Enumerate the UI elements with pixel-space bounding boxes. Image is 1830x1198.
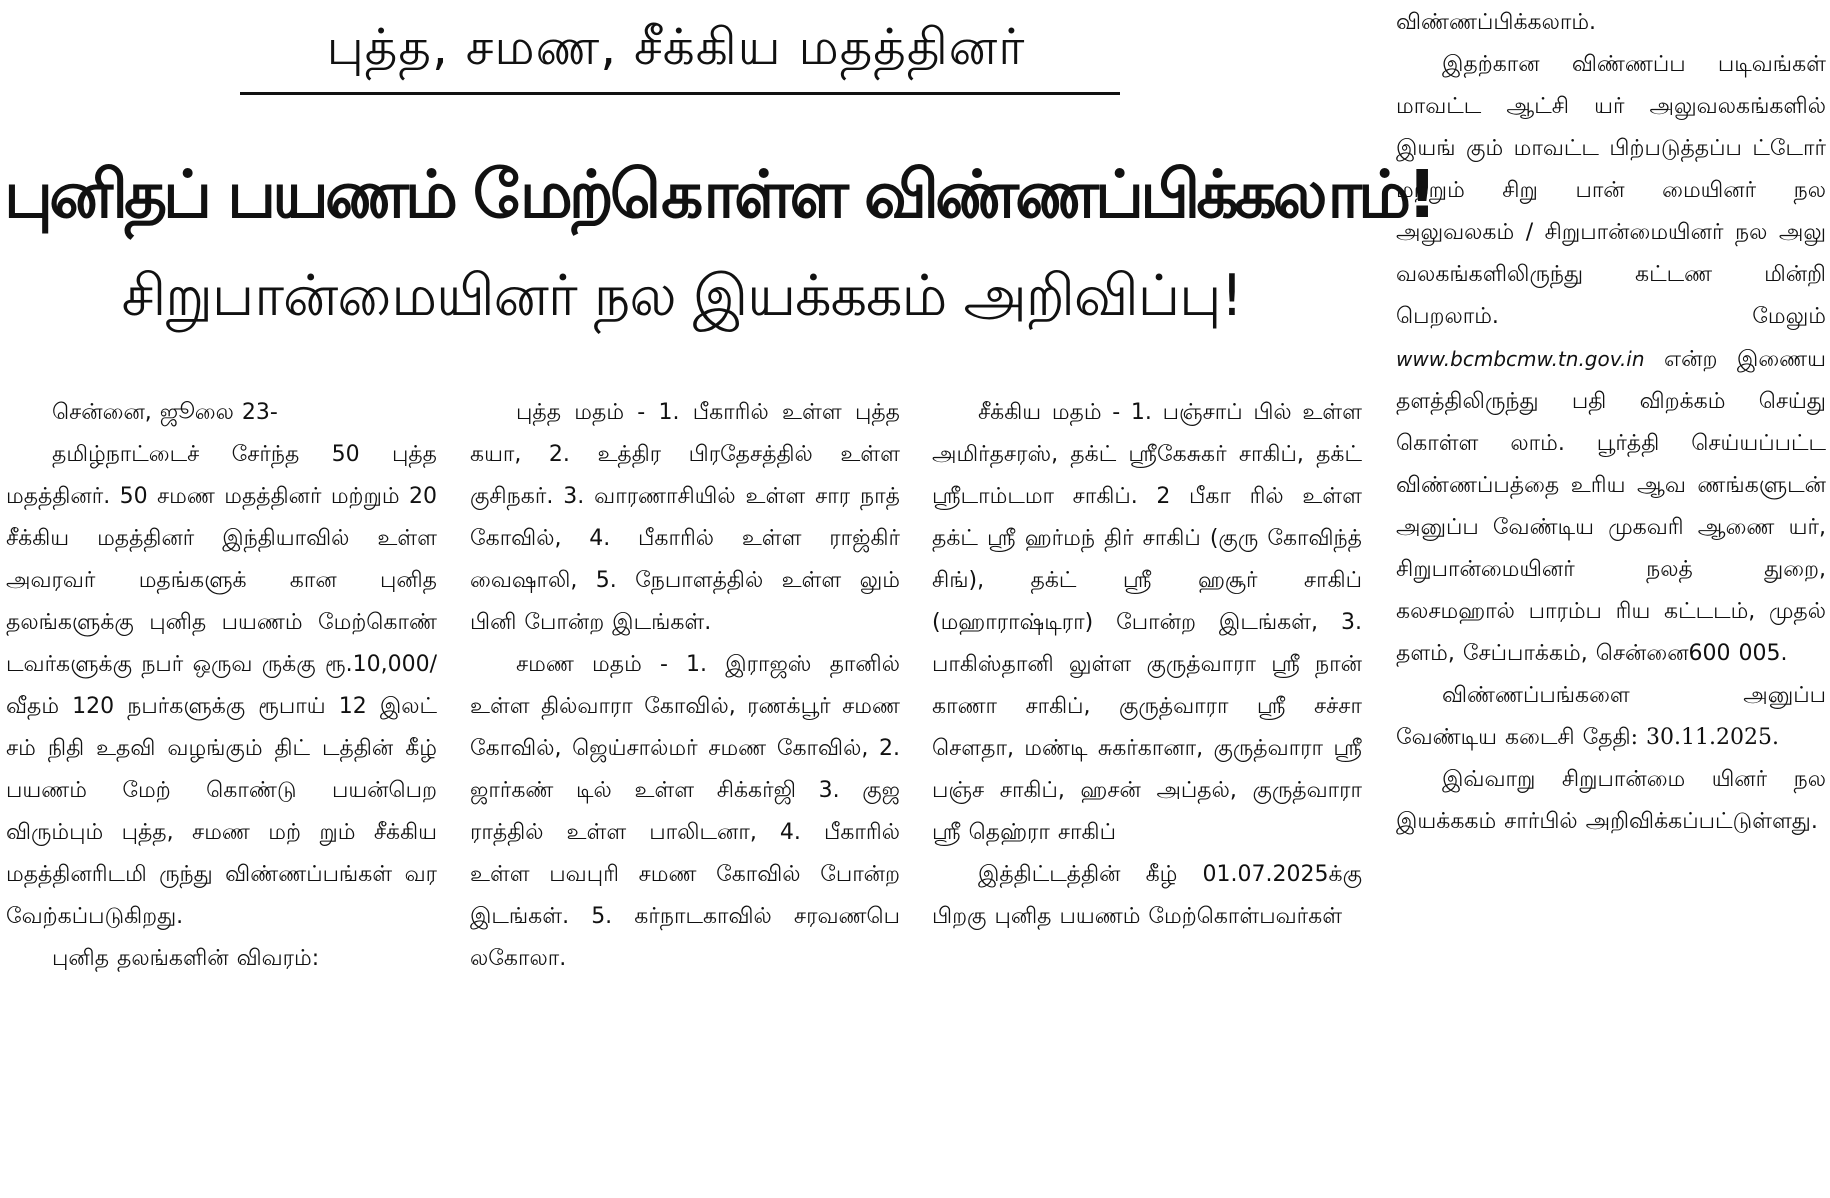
- kicker-underline: [240, 92, 1120, 95]
- body-paragraph: புத்த மதம் - 1. பீகாரில் உள்ள புத்த கயா, 2. உத்திர பிரதேசத்தில் உள்ள குசிநகர். 3. வாரணாசியில் உள்ள சார நாத் கோவில், 4. பீகாரில் உள்ள ராஜ்கிர் வைஷாலி, 5. நேபாளத்தில் உள்ள லும் பினி போன்ற இடங்கள்.: [470, 400, 900, 635]
- body-text: என்ற இணைய தளத்திலிருந்து பதி விறக்கம் செய்து கொள்ள லாம். பூர்த்தி செய்யப்பட்ட விண்ணப்பத்தை உரிய ஆவ ணங்களுடன் அனுப்ப வேண்டிய முகவரி ஆணை யர், சிறுபான்மையினர் நலத் துறை, கலசமஹால் பாரம்ப ரிய கட்டடம், முதல் தளம், சேப்பாக்கம், சென்னை600 005.: [1396, 347, 1826, 666]
- body-text: இதற்கான விண்ணப்ப படிவங்கள் மாவட்ட ஆட்சி யர் அலுவலகங்களில் இயங் கும் மாவட்ட பிற்படுத்தப்ப ட்டோர் மற்றும் சிறு பான் மையினர் நல அலுவலகம் / சிறுபான்மையினர் நல அலு வலகங்களிலிருந்து கட்டண மின்றி பெறலாம். மேலும்: [1396, 52, 1826, 329]
- article-column-1: [6, 392, 437, 980]
- body-paragraph: தமிழ்நாட்டைச் சேர்ந்த 50 புத்த மதத்தினர். 50 சமண மதத்தினர் மற்றும் 20 சீக்கிய மதத்தினர் இந்தியாவில் உள்ள அவரவர் மதங்களுக் கான புனித தலங்களுக்கு புனித பயணம் மேற்கொண் டவர்களுக்கு நபர் ஒருவ ருக்கு ரூ.10,000/ வீதம் 120 நபர்களுக்கு ரூபாய் 12 இலட் சம் நிதி உதவி வழங்கும் திட் டத்தின் கீழ் பயணம் மேற் கொண்டு பயன்பெற விரும்பும் புத்த, சமண மற் றும் சீக்கிய மதத்தினரிடமி ருந்து விண்ணப்பங்கள் வர வேற்கப்படுகிறது.: [6, 442, 437, 929]
- body-text: விண்ணப்பங்களை அனுப்ப வேண்டிய கடைசி: [1396, 683, 1826, 750]
- article-column-2: [470, 392, 900, 980]
- body-paragraph: [1396, 44, 1826, 675]
- body-paragraph: சீக்கிய மதம் - 1. பஞ்சாப் பில் உள்ள அமிர்தசரஸ், தக்ட் ஸ்ரீகேசுகர் சாகிப், தக்ட் ஸ்ரீடாம்டமா சாகிப். 2 பீகா ரில் உள்ள தக்ட் ஸ்ரீ ஹர்மந் திர் சாகிப் (குரு கோவிந்த் சிங்), தக்ட் ஸ்ரீ ஹசூர் சாகிப் (மஹாராஷ்டிரா) போன்ற இடங்கள், 3. பாகிஸ்தானி லுள்ள குருத்வாரா ஸ்ரீ நான் காணா சாகிப், குருத்வாரா ஸ்ரீ சச்சா செளதா, மண்டி சுகர்கானா, குருத்வாரா ஸ்ரீ பஞ்ச சாகிப், ஹசன் அப்தல், குருத்வாரா ஸ்ரீ தெஹ்ரா சாகிப்: [932, 400, 1362, 845]
- body-paragraph: சமண மதம் - 1. இராஜஸ் தானில் உள்ள தில்வாரா கோவில், ரணக்பூர் சமண கோவில், ஜெய்சால்மர் சமண கோவில், 2. ஜார்கண் டில் உள்ள சிக்கர்ஜி 3. குஜ ராத்தில் உள்ள பாலிடனா, 4. பீகாரில் உள்ள பவபுரி சமண கோவில் போன்ற இடங்கள். 5. கர்நாடகாவில் சரவணபெ லகோலா.: [470, 652, 900, 971]
- website-link[interactable]: www.bcmbcmw.tn.gov.in: [1396, 347, 1645, 371]
- body-paragraph: விண்ணப்பிக்கலாம்.: [1396, 10, 1597, 35]
- kicker-title: புத்த, சமண, சீக்கிய மதத்தினர்: [326, 18, 1026, 76]
- body-paragraph: [1396, 675, 1826, 759]
- article-column-4: [1396, 2, 1826, 843]
- subheadline: சிறுபான்மையினர் நல இயக்ககம் அறிவிப்பு!: [121, 263, 1243, 329]
- body-paragraph: புனித தலங்களின் விவரம்:: [52, 946, 320, 971]
- headline: புனிதப் பயணம் மேற்கொள்ள விண்ணப்பிக்கலாம்!: [4, 156, 1434, 233]
- dateline: சென்னை, ஜூலை 23-: [52, 400, 278, 425]
- body-paragraph: இவ்வாறு சிறுபான்மை யினர் நல இயக்ககம் சார்பில் அறிவிக்கப்பட்டுள்ளது.: [1396, 767, 1826, 834]
- body-paragraph: இத்திட்டத்தின் கீழ் 01.07.2025க்கு பிறகு புனித பயணம் மேற்கொள்பவர்கள்: [932, 862, 1362, 929]
- article-column-3: [932, 392, 1362, 938]
- deadline-date: தேதி: 30.11.2025.: [1582, 725, 1780, 750]
